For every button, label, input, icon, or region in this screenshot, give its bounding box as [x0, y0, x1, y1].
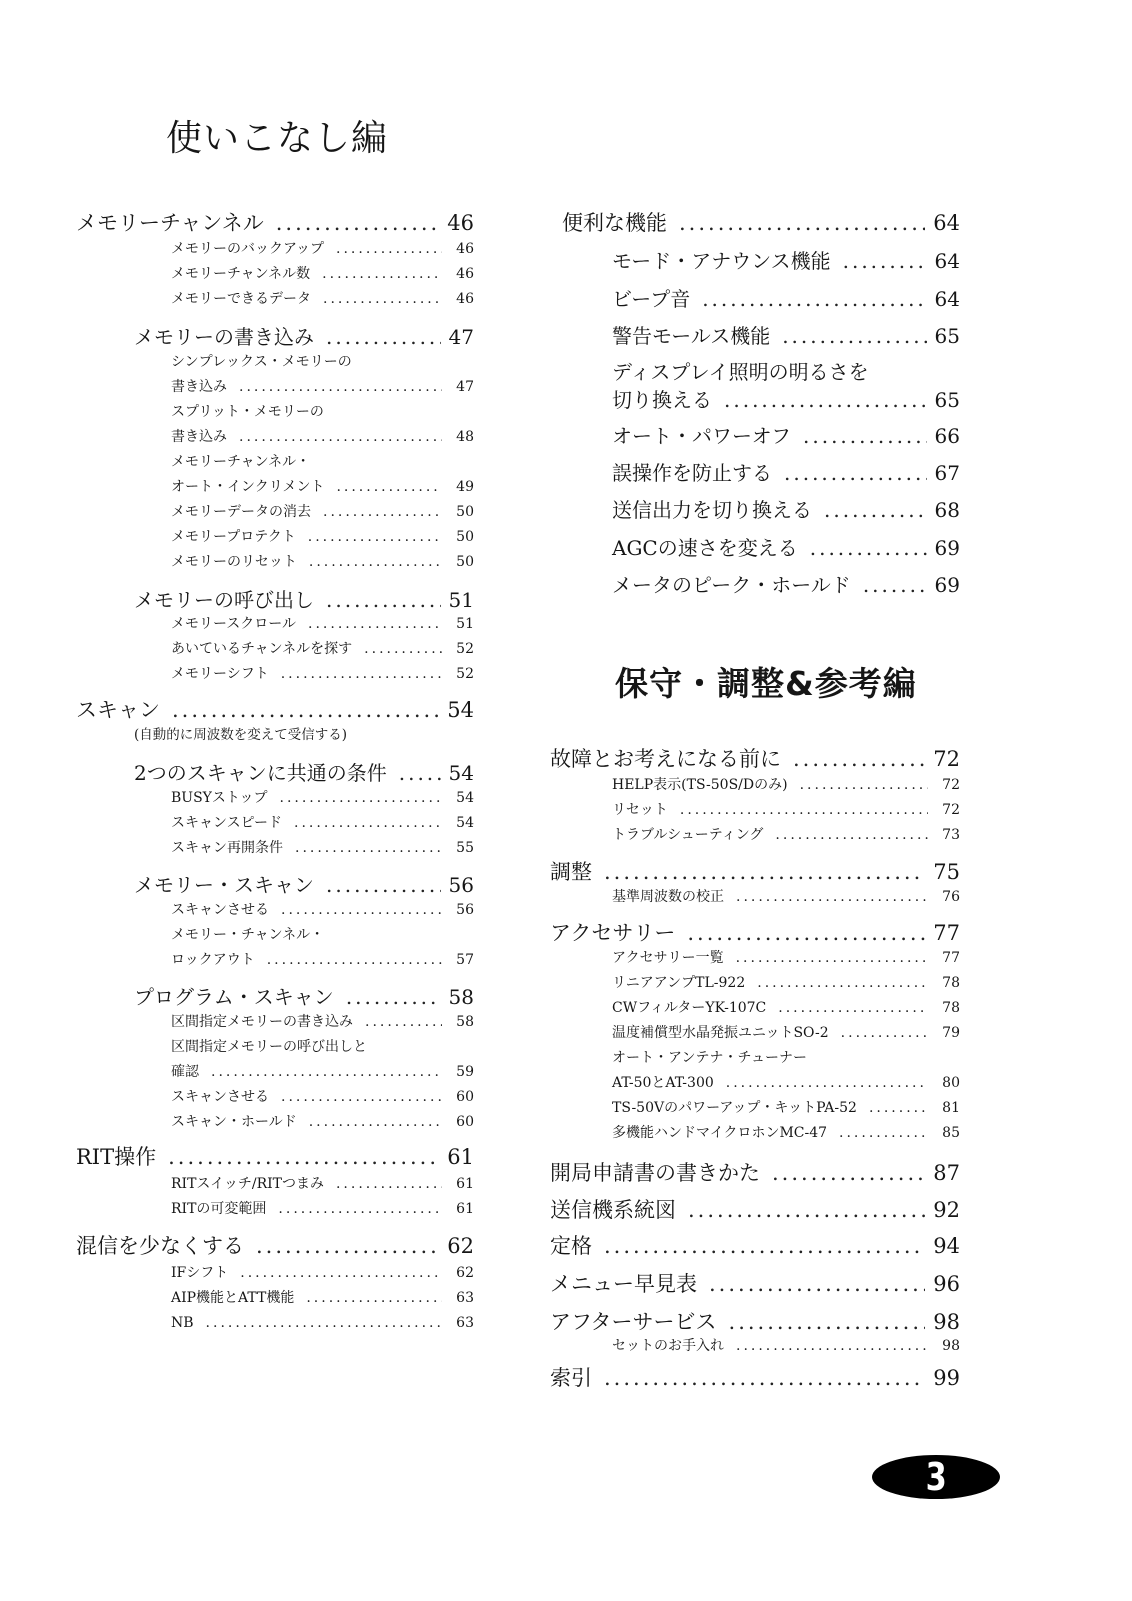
- toc-entry-page: 76: [942, 889, 960, 905]
- toc-entry-page: 47: [448, 325, 474, 349]
- toc-entry-page: 64: [934, 287, 960, 311]
- dot-leader: [709, 1269, 925, 1299]
- dot-leader: [240, 1262, 442, 1284]
- dot-leader: [843, 246, 927, 276]
- toc-entry-label: AT-50とAT-300: [612, 1075, 714, 1091]
- dot-leader: [323, 288, 442, 310]
- dot-leader: [729, 1307, 926, 1337]
- toc-entry-label: ロックアウト: [171, 952, 255, 968]
- toc-entry-label: アクセサリー一覧: [612, 950, 724, 966]
- toc-entry-page: 99: [933, 1366, 960, 1390]
- toc-entry: [562, 208, 960, 238]
- dot-leader: [326, 585, 441, 615]
- toc-entry-page: 62: [447, 1234, 474, 1258]
- toc-entry-page: 60: [456, 1114, 474, 1130]
- toc-entry-page: 64: [934, 249, 960, 273]
- toc-entry-page: 60: [456, 1089, 474, 1105]
- dot-leader: [604, 1363, 925, 1393]
- toc-entry-page: 54: [447, 698, 474, 722]
- dot-leader: [680, 799, 928, 821]
- toc-entry-label: 警告モールス機能: [612, 324, 771, 348]
- toc-entry: [550, 1307, 960, 1337]
- toc-entry-page: 46: [447, 211, 474, 235]
- toc-entry: [612, 886, 960, 908]
- toc-entry: [171, 476, 474, 498]
- dot-leader: [172, 695, 439, 725]
- toc-entry: [76, 1231, 474, 1261]
- toc-entry: [171, 288, 474, 310]
- toc-entry: [550, 1363, 960, 1393]
- toc-entry-label: プログラム・スキャン: [134, 985, 334, 1009]
- toc-entry: [612, 458, 960, 488]
- dot-leader: [736, 886, 928, 908]
- toc-entry-page: 46: [456, 241, 474, 257]
- toc-entry-label: メモリー・チャンネル・: [171, 927, 325, 943]
- toc-entry: [612, 321, 960, 351]
- dot-leader: [326, 322, 441, 352]
- toc-entry-label: オート・パワーオフ: [612, 424, 791, 448]
- toc-entry-page: 63: [456, 1315, 474, 1331]
- toc-entry-page: 61: [447, 1145, 474, 1169]
- dot-leader: [336, 476, 442, 498]
- dot-leader: [810, 533, 927, 563]
- toc-entry-page: 98: [942, 1338, 960, 1354]
- dot-leader: [295, 837, 442, 859]
- toc-entry: [171, 663, 474, 685]
- toc-entry-label: 多機能ハンドマイクロホンMC-47: [612, 1125, 828, 1141]
- toc-entry: [550, 1231, 960, 1261]
- toc-entry-label: 2つのスキャンに共通の条件: [134, 761, 387, 785]
- toc-entry-label: 送信機系統図: [550, 1198, 676, 1222]
- dot-leader: [772, 1158, 925, 1188]
- toc-entry-page: 52: [456, 666, 474, 682]
- toc-entry-label: オート・インクリメント: [171, 479, 325, 495]
- toc-entry-label: メモリーのリセット: [171, 554, 297, 570]
- toc-entry-label: 誤操作を防止する: [612, 461, 772, 485]
- toc-entry-label: セットのお手入れ: [612, 1338, 724, 1354]
- toc-entry-page: 57: [456, 952, 474, 968]
- toc-entry-page: 61: [456, 1201, 474, 1217]
- toc-entry-page: 96: [933, 1272, 960, 1296]
- dot-leader: [211, 1061, 442, 1083]
- toc-entry-label: HELP表示(TS-50S/Dのみ): [612, 777, 788, 793]
- toc-entry-label: ディスプレイ照明の明るさを: [612, 360, 869, 384]
- toc-entry-label: あいているチャンネルを探す: [171, 641, 353, 657]
- toc-entry: [134, 758, 474, 788]
- dot-leader: [803, 421, 927, 451]
- toc-entry: [612, 495, 960, 525]
- toc-entry-page: 50: [456, 504, 474, 520]
- toc-entry-page: 79: [942, 1025, 960, 1041]
- toc-entry-label: アフターサービス: [550, 1310, 717, 1334]
- toc-entry: [612, 246, 960, 276]
- dot-leader: [800, 774, 928, 796]
- toc-entry-label: 確認: [171, 1064, 199, 1080]
- toc-entry-page: 92: [933, 1198, 960, 1222]
- toc-entry-page: 87: [933, 1161, 960, 1185]
- dot-leader: [824, 495, 927, 525]
- toc-entry: [612, 1047, 960, 1069]
- dot-leader: [724, 385, 927, 415]
- toc-entry-label: メモリーできるデータ: [171, 291, 311, 307]
- toc-entry-page: 58: [456, 1014, 474, 1030]
- dot-leader: [322, 263, 442, 285]
- toc-entry-page: 54: [456, 815, 474, 831]
- toc-entry: [612, 824, 960, 846]
- toc-entry-page: 72: [942, 802, 960, 818]
- toc-entry: [550, 918, 960, 948]
- dot-leader: [782, 321, 926, 351]
- toc-entry: [76, 208, 474, 238]
- toc-entry-page: 49: [456, 479, 474, 495]
- toc-entry: [171, 1173, 474, 1195]
- toc-entry: [612, 1097, 960, 1119]
- toc-entry-label: AGCの速さを変える: [612, 536, 798, 560]
- toc-entry-label: 送信出力を切り換える: [612, 498, 812, 522]
- toc-entry: [171, 1312, 474, 1334]
- dot-leader: [841, 1022, 928, 1044]
- dot-leader: [323, 501, 442, 523]
- toc-entry: [134, 585, 474, 615]
- toc-entry: [171, 638, 474, 660]
- toc-entry: [612, 533, 960, 563]
- toc-entry-page: 85: [942, 1125, 960, 1141]
- toc-entry: [171, 451, 474, 473]
- toc-entry: [612, 357, 960, 387]
- toc-entry-page: 59: [456, 1064, 474, 1080]
- toc-entry: [550, 744, 960, 774]
- toc-entry-page: 55: [456, 840, 474, 856]
- dot-leader: [778, 997, 928, 1019]
- toc-entry-label: (自動的に周波数を変えて受信する): [134, 727, 348, 743]
- toc-entry: [171, 1061, 474, 1083]
- dot-leader: [793, 744, 925, 774]
- toc-entry-label: IFシフト: [171, 1265, 229, 1281]
- toc-entry-page: 94: [933, 1234, 960, 1258]
- toc-entry: [134, 322, 474, 352]
- dot-leader: [168, 1142, 439, 1172]
- toc-entry-page: 77: [942, 950, 960, 966]
- dot-leader: [239, 426, 442, 448]
- dot-leader: [839, 1122, 928, 1144]
- toc-entry: [612, 421, 960, 451]
- toc-entry-page: 50: [456, 554, 474, 570]
- dot-leader: [757, 972, 928, 994]
- toc-entry-label: メータのピーク・ホールド: [612, 573, 851, 597]
- toc-entry-label: CWフィルターYK-107C: [612, 1000, 767, 1016]
- toc-entry-label: 温度補償型水晶発振ユニットSO-2: [612, 1025, 829, 1041]
- toc-entry: [550, 857, 960, 887]
- toc-entry-page: 63: [456, 1290, 474, 1306]
- toc-entry: [171, 501, 474, 523]
- toc-entry: [171, 949, 474, 971]
- toc-entry-label: メモリースクロール: [171, 616, 297, 632]
- toc-entry-label: メモリーの書き込み: [134, 325, 314, 349]
- toc-entry-label: 区間指定メモリーの書き込み: [171, 1014, 353, 1030]
- dot-leader: [679, 208, 925, 238]
- toc-entry-label: RIT操作: [76, 1145, 157, 1169]
- toc-entry-label: 便利な機能: [562, 211, 667, 235]
- dot-leader: [276, 208, 440, 238]
- toc-entry-label: スキャンさせる: [171, 1089, 269, 1105]
- toc-entry-label: AIP機能とATT機能: [171, 1290, 295, 1306]
- toc-entry-page: 98: [933, 1310, 960, 1334]
- dot-leader: [280, 787, 443, 809]
- toc-entry: [171, 812, 474, 834]
- toc-entry: [171, 1111, 474, 1133]
- toc-entry-page: 62: [456, 1265, 474, 1281]
- toc-entry-label: 混信を少なくする: [76, 1234, 244, 1258]
- toc-entry-page: 77: [933, 921, 960, 945]
- dot-leader: [736, 947, 928, 969]
- toc-entry-page: 68: [934, 498, 960, 522]
- toc-entry-page: 75: [933, 860, 960, 884]
- toc-entry-label: スキャン: [76, 698, 160, 722]
- toc-entry-label: 開局申請書の書きかた: [550, 1161, 760, 1185]
- toc-entry: [171, 551, 474, 573]
- toc-entry: [612, 997, 960, 1019]
- toc-entry-label: ビープ音: [612, 287, 691, 311]
- toc-entry-page: 56: [456, 902, 474, 918]
- toc-entry: [550, 1195, 960, 1225]
- toc-entry: [171, 401, 474, 423]
- toc-entry-label: スキャンスピード: [171, 815, 283, 831]
- toc-entry-page: 65: [934, 324, 960, 348]
- section-heading-usage: 使いこなし編: [166, 118, 389, 159]
- toc-entry: [171, 1287, 474, 1309]
- toc-entry-label: メモリーチャンネル: [76, 211, 264, 235]
- toc-entry-page: 50: [456, 529, 474, 545]
- dot-leader: [604, 857, 925, 887]
- dot-leader: [309, 1111, 442, 1133]
- toc-entry-label: メモリーのバックアップ: [171, 241, 325, 257]
- toc-entry-page: 66: [934, 424, 960, 448]
- dot-leader: [702, 284, 926, 314]
- toc-entry: [171, 1086, 474, 1108]
- toc-entry: [171, 837, 474, 859]
- toc-entry-page: 73: [942, 827, 960, 843]
- dot-leader: [326, 870, 441, 900]
- toc-entry-label: 索引: [550, 1366, 592, 1390]
- dot-leader: [736, 1335, 928, 1357]
- dot-leader: [687, 918, 925, 948]
- dot-leader: [308, 613, 442, 635]
- dot-leader: [336, 238, 442, 260]
- toc-entry: [76, 1142, 474, 1172]
- dot-leader: [336, 1173, 442, 1195]
- toc-entry-page: 61: [456, 1176, 474, 1192]
- toc-entry-page: 69: [934, 536, 960, 560]
- toc-entry-label: 区間指定メモリーの呼び出しと: [171, 1039, 367, 1055]
- dot-leader: [688, 1195, 925, 1225]
- toc-entry: [612, 799, 960, 821]
- toc-entry-page: 69: [934, 573, 960, 597]
- toc-entry-label: メモリーの呼び出し: [134, 588, 314, 612]
- toc-entry-label: メモリープロテクト: [171, 529, 296, 545]
- toc-entry: [171, 426, 474, 448]
- dot-leader: [281, 663, 442, 685]
- toc-entry: [134, 724, 474, 746]
- toc-entry: [171, 1011, 474, 1033]
- toc-entry-label: 故障とお考えになる前に: [550, 747, 781, 771]
- dot-leader: [206, 1312, 442, 1334]
- toc-entry: [76, 695, 474, 725]
- dot-leader: [309, 551, 442, 573]
- toc-entry: [612, 774, 960, 796]
- toc-entry: [171, 376, 474, 398]
- toc-entry-page: 48: [456, 429, 474, 445]
- toc-entry: [612, 1072, 960, 1094]
- toc-entry-page: 80: [942, 1075, 960, 1091]
- toc-entry-label: モード・アナウンス機能: [612, 249, 831, 273]
- toc-entry-label: 書き込み: [171, 429, 227, 445]
- toc-entry-label: RITの可変範囲: [171, 1201, 267, 1217]
- toc-entry-label: スキャン・ホールド: [171, 1114, 297, 1130]
- toc-entry: [171, 1036, 474, 1058]
- dot-leader: [308, 526, 442, 548]
- toc-entry-label: 切り換える: [612, 388, 712, 412]
- toc-entry-label: BUSYストップ: [171, 790, 268, 806]
- toc-entry-page: 54: [448, 761, 474, 785]
- toc-entry: [612, 947, 960, 969]
- toc-entry-page: 56: [448, 873, 474, 897]
- toc-entry-label: メモリーシフト: [171, 666, 269, 682]
- dot-leader: [863, 570, 927, 600]
- toc-entry: [171, 526, 474, 548]
- toc-entry-label: 書き込み: [171, 379, 227, 395]
- dot-leader: [281, 899, 442, 921]
- toc-entry-label: メニュー早見表: [550, 1272, 697, 1296]
- toc-entry-page: 51: [456, 616, 474, 632]
- toc-entry: [612, 570, 960, 600]
- dot-leader: [294, 812, 442, 834]
- dot-leader: [775, 824, 928, 846]
- toc-entry-label: シンプレックス・メモリーの: [171, 354, 352, 370]
- toc-entry-page: 67: [934, 461, 960, 485]
- dot-leader: [346, 982, 441, 1012]
- toc-entry: [134, 982, 474, 1012]
- toc-entry-page: 64: [933, 211, 960, 235]
- toc-entry-label: NB: [171, 1315, 194, 1331]
- toc-entry-label: 基準周波数の校正: [612, 889, 724, 905]
- toc-entry: [171, 899, 474, 921]
- dot-leader: [604, 1231, 925, 1261]
- toc-entry-page: 54: [456, 790, 474, 806]
- toc-entry-label: トラブルシューティング: [612, 827, 764, 843]
- toc-entry-label: リセット: [612, 802, 668, 818]
- toc-entry-page: 47: [456, 379, 474, 395]
- toc-entry: [550, 1269, 960, 1299]
- toc-entry-page: 78: [942, 1000, 960, 1016]
- toc-entry-page: 52: [456, 641, 474, 657]
- toc-entry-label: メモリーデータの消去: [171, 504, 311, 520]
- dot-leader: [256, 1231, 439, 1261]
- toc-entry-label: スプリット・メモリーの: [171, 404, 324, 420]
- toc-entry: [612, 972, 960, 994]
- toc-entry-page: 72: [933, 747, 960, 771]
- toc-entry-label: TS-50Vのパワーアップ・キットPA-52: [612, 1100, 857, 1116]
- toc-entry: [171, 351, 474, 373]
- toc-entry-page: 81: [942, 1100, 960, 1116]
- toc-entry-page: 58: [448, 985, 474, 1009]
- dot-leader: [267, 949, 442, 971]
- section-heading-maintenance: 保守・調整&参考編: [615, 664, 917, 703]
- toc-entry-label: オート・アンテナ・チューナー: [612, 1050, 808, 1066]
- toc-entry-label: メモリーチャンネル・: [171, 454, 311, 470]
- toc-entry: [134, 870, 474, 900]
- dot-leader: [306, 1287, 442, 1309]
- toc-entry: [612, 1335, 960, 1357]
- toc-entry: [171, 1198, 474, 1220]
- toc-entry: [612, 284, 960, 314]
- toc-entry: [171, 263, 474, 285]
- toc-entry-label: リニアアンプTL-922: [612, 975, 746, 991]
- dot-leader: [239, 376, 442, 398]
- toc-entry-page: 51: [448, 588, 474, 612]
- dot-leader: [364, 638, 442, 660]
- toc-entry: [550, 1158, 960, 1188]
- dot-leader: [278, 1198, 442, 1220]
- dot-leader: [365, 1011, 442, 1033]
- toc-entry: [612, 1022, 960, 1044]
- toc-entry-label: メモリー・スキャン: [134, 873, 314, 897]
- toc-entry: [171, 613, 474, 635]
- toc-entry-label: スキャンさせる: [171, 902, 269, 918]
- dot-leader: [726, 1072, 928, 1094]
- toc-entry-page: 78: [942, 975, 960, 991]
- dot-leader: [869, 1097, 928, 1119]
- toc-entry: [171, 238, 474, 260]
- toc-entry-page: 46: [456, 266, 474, 282]
- toc-entry-page: 72: [942, 777, 960, 793]
- toc-entry-label: メモリーチャンネル数: [171, 266, 311, 282]
- toc-entry-label: RITスイッチ/RITつまみ: [171, 1176, 324, 1192]
- toc-entry: [612, 1122, 960, 1144]
- dot-leader: [784, 458, 927, 488]
- toc-entry-label: スキャン再開条件: [171, 840, 283, 856]
- toc-entry: [612, 385, 960, 415]
- toc-entry-page: 65: [934, 388, 960, 412]
- page-number-badge: [872, 1455, 1000, 1499]
- page-number: 3: [925, 1455, 947, 1499]
- dot-leader: [399, 758, 441, 788]
- toc-entry-page: 46: [456, 291, 474, 307]
- toc-entry-label: アクセサリー: [550, 921, 676, 945]
- toc-entry: [171, 1262, 474, 1284]
- toc-entry: [171, 787, 474, 809]
- toc-entry-label: 定格: [550, 1234, 592, 1258]
- toc-entry: [171, 924, 474, 946]
- toc-entry-label: 調整: [550, 860, 592, 884]
- dot-leader: [281, 1086, 442, 1108]
